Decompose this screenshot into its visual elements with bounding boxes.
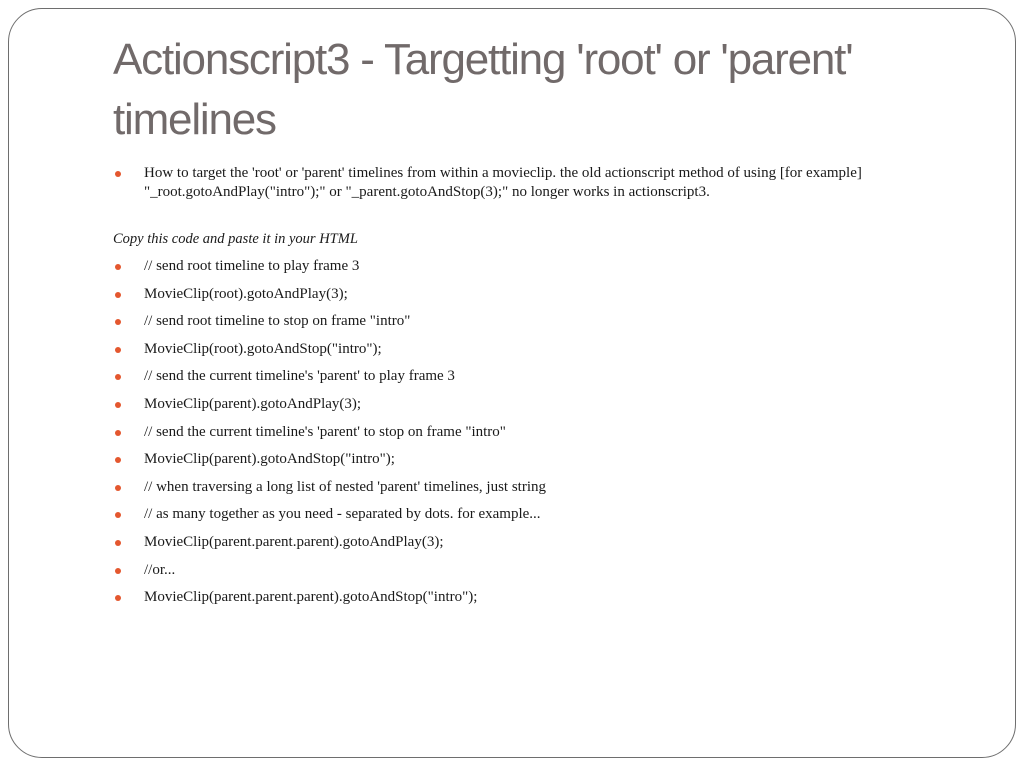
bullet-icon bbox=[115, 374, 121, 380]
bullet-icon bbox=[115, 430, 121, 436]
list-item bbox=[113, 478, 953, 506]
slide-title: Actionscript3 - Targetting 'root' or 'parent' timelines bbox=[113, 35, 853, 144]
bullet-icon bbox=[115, 485, 121, 491]
intro-bullet bbox=[113, 164, 953, 202]
code-line: // send root timeline to play frame 3 bbox=[144, 258, 360, 274]
code-line: MovieClip(parent.parent.parent).gotoAndStop("intro"); bbox=[144, 589, 478, 606]
intro-text: How to target the 'root' or 'parent' timelines from within a movieclip. the old actionscript method of using [for example] "_root.gotoAndPlay("intro");" or "_parent.gotoAndStop(3);" no longer works in actionscript3. bbox=[144, 165, 862, 200]
bullet-icon bbox=[115, 595, 121, 601]
bullet-icon bbox=[115, 347, 121, 353]
code-line: // as many together as you need - separated by dots. for example... bbox=[144, 506, 541, 523]
list-item bbox=[113, 257, 953, 285]
list-item bbox=[113, 505, 953, 533]
code-line: MovieClip(root).gotoAndStop("intro"); bbox=[144, 340, 382, 357]
bullet-icon bbox=[115, 264, 121, 270]
list-item bbox=[113, 423, 953, 451]
bullet-icon bbox=[115, 512, 121, 518]
bullet-icon bbox=[115, 540, 121, 546]
code-list bbox=[113, 257, 953, 616]
list-item bbox=[113, 367, 953, 395]
slide-content bbox=[113, 164, 953, 616]
code-line: // send the current timeline's 'parent' to play frame 3 bbox=[144, 368, 455, 385]
code-line: // send the current timeline's 'parent' to stop on frame "intro" bbox=[144, 423, 506, 440]
bullet-icon bbox=[115, 402, 121, 408]
code-line: //or... bbox=[144, 561, 176, 578]
code-line: MovieClip(root).gotoAndPlay(3); bbox=[144, 285, 348, 302]
list-item bbox=[113, 561, 953, 589]
list-item bbox=[113, 450, 953, 478]
list-item bbox=[113, 533, 953, 561]
bullet-icon bbox=[115, 171, 121, 177]
bullet-icon bbox=[115, 292, 121, 298]
list-item bbox=[113, 395, 953, 423]
list-item bbox=[113, 588, 953, 616]
code-line: MovieClip(parent.parent.parent).gotoAndPlay(3); bbox=[144, 533, 444, 550]
bullet-icon bbox=[115, 319, 121, 325]
code-line: MovieClip(parent).gotoAndStop("intro"); bbox=[144, 451, 395, 468]
list-item bbox=[113, 285, 953, 313]
code-line: // send root timeline to stop on frame "intro" bbox=[144, 313, 411, 330]
bullet-icon bbox=[115, 457, 121, 463]
code-line: MovieClip(parent).gotoAndPlay(3); bbox=[144, 395, 362, 412]
code-note: Copy this code and paste it in your HTML bbox=[113, 231, 358, 247]
bullet-icon bbox=[115, 568, 121, 574]
list-item bbox=[113, 340, 953, 368]
code-line: // when traversing a long list of nested 'parent' timelines, just string bbox=[144, 478, 546, 495]
list-item bbox=[113, 312, 953, 340]
